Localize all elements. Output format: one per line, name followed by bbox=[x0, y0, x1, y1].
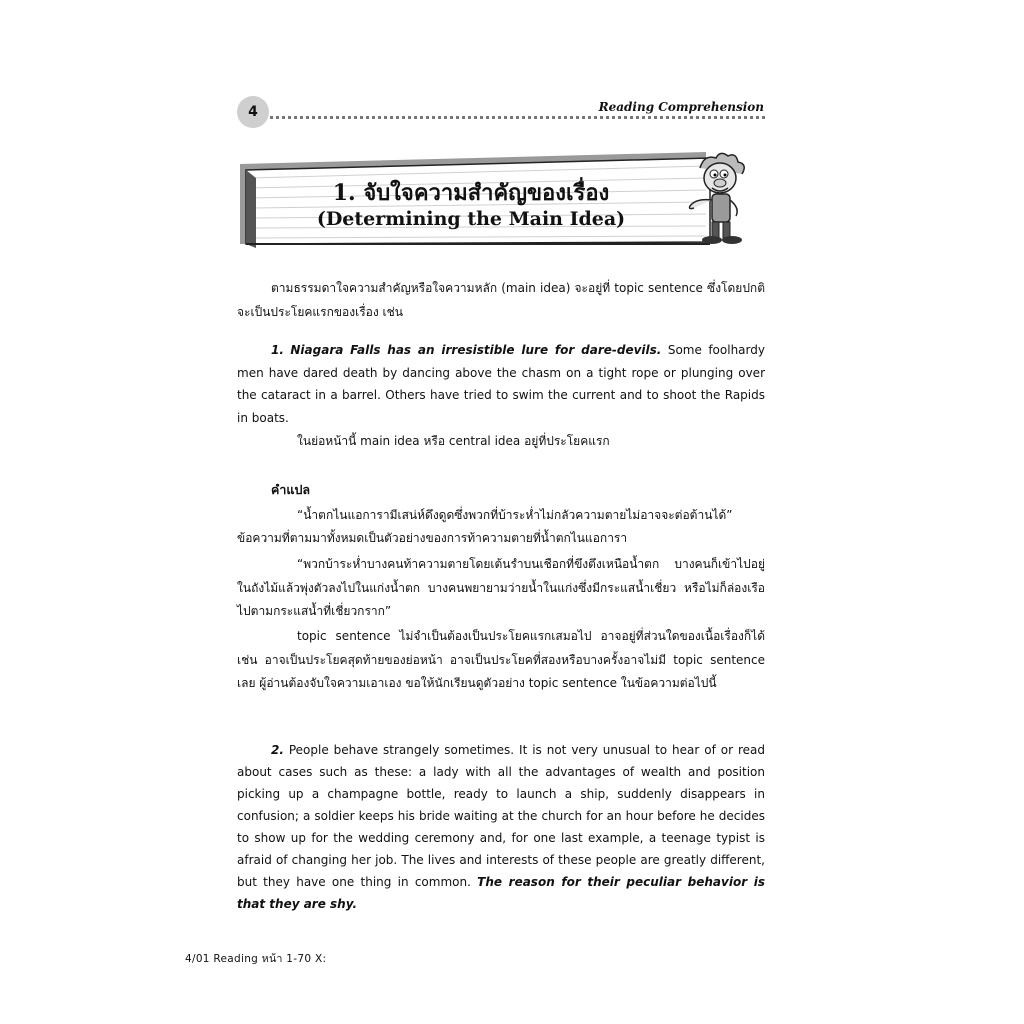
intro-paragraph: ตามธรรมดาใจความสำคัญหรือใจความหลัก (main idea) จะอยู่ที่ topic sentence ซึ่งโดยปกติจะเป็นประโยคแรกของเรื่อง เช่น bbox=[237, 281, 765, 319]
example-1-topic-sentence: Niagara Falls has an irresistible lure for dare-devils. bbox=[290, 343, 662, 357]
example-2-body: People behave strangely sometimes. It is not very unusual to hear of or read about cases such as these: a lady with all the advantages of wealth and position picking up a champagne bottle, ready to launch a ship, suddenly disappears in confusion; a soldier keeps his bride waiting at the church for an hour before he decides to show up for the wedding ceremony and, for one last example, a teenage typist is afraid of changing her job. The lives and interests of these people are greatly different, but they have one thing in common. bbox=[237, 743, 765, 889]
running-title: Reading Comprehension bbox=[598, 100, 764, 114]
example-2-topic-sentence: The reason for their peculiar behavior is that they are shy. bbox=[237, 875, 765, 911]
cartoon-mascot-icon bbox=[682, 150, 764, 246]
example-2-number: 2. bbox=[271, 743, 284, 757]
header-dotted-rule bbox=[270, 116, 765, 119]
translation-heading: คำแปล bbox=[271, 482, 311, 497]
page-number: 4 bbox=[237, 96, 269, 128]
translation-paragraph-2: “พวกบ้าระห่ำบางคนท้าความตายโดยเต้นรำบนเชือกที่ขึงตึงเหนือน้ำตก บางคนก็เข้าไปอยู่ในถังไม้แล้วพุ่งตัวลงไปในแก่งน้ำตก บางคนพยายามว่ายน้ำในแก่งซึ่งมีกระแสน้ำเชี่ยว หรือไม่ก็ล่องเรือไปตามกระแสน้ำที่เชี่ยวกราก” bbox=[237, 557, 765, 618]
example-1-note: ในย่อหน้านี้ main idea หรือ central idea อยู่ที่ประโยคแรก bbox=[297, 434, 610, 448]
example-2-paragraph bbox=[237, 739, 765, 915]
title-english: (Determining the Main Idea) bbox=[316, 208, 626, 230]
example-1-paragraph bbox=[237, 339, 765, 429]
page-footer: 4/01 Reading หน้า 1-70 X: bbox=[185, 953, 327, 965]
translation-paragraph-1: “น้ำตกไนแอการามีเสน่ห์ดึงดูดซึ่งพวกที่บ้าระห่ำไม่กลัวความตายไม่อาจจะต่อต้านได้” ข้อความที่ตามมาทั้งหมดเป็นตัวอย่างของการท้าความตายที่น้ำตกไนแอการา bbox=[237, 508, 733, 545]
example-1-number: 1. bbox=[271, 343, 284, 357]
title-thai: 1. จับใจความสำคัญของเรื่อง bbox=[332, 180, 610, 206]
example-1-body: Some foolhardy men have dared death by dancing above the chasm on a tight rope or plunging over the cataract in a barrel. Others have tried to swim the current and to shoot the Rapids in boats. bbox=[237, 343, 765, 425]
translation-paragraph-3: topic sentence ไม่จำเป็นต้องเป็นประโยคแรกเสมอไป อาจอยู่ที่ส่วนใดของเนื้อเรื่องก็ได้ เช่น อาจเป็นประโยคสุดท้ายของย่อหน้า อาจเป็นประโยคที่สองหรือบางครั้งอาจไม่มี topic sentence เลย ผู้อ่านต้องจับใจความเอาเอง ขอให้นักเรียนดูตัวอย่าง topic sentence ในข้อความต่อไปนี้ bbox=[237, 629, 765, 690]
